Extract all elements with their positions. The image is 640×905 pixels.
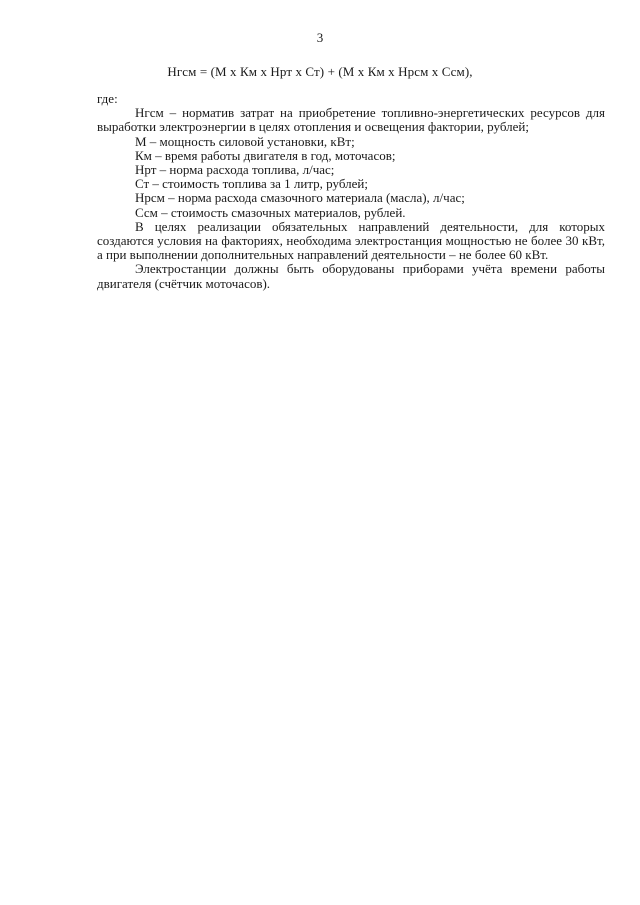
definition-nrt: Нрт – норма расхода топлива, л/час; <box>135 162 335 178</box>
document-body <box>97 92 605 291</box>
definition-nrsm: Нрсм – норма расхода смазочного материала (масла), л/час; <box>135 190 465 206</box>
formula-intro: где: <box>97 91 118 106</box>
page-number: 3 <box>316 30 324 45</box>
definition-km: Км – время работы двигателя в год, моточасов; <box>135 147 396 163</box>
cost-formula: Нгсм = (М x Км x Нрт x Ст) + (М x Км x Нрсм x Ссм), <box>167 64 473 79</box>
definition-m: М – мощность силовой установки, кВт; <box>135 133 355 149</box>
paragraph-metering-requirement: Электростанции должны быть оборудованы приборами учёта времени работы двигателя (счётчик моточасов). <box>97 261 605 291</box>
definition-ngsm: Нгсм – норматив затрат на приобретение топливно-энергетических ресурсов для выработки электроэнергии в целях отопления и освещения фактории, рублей; <box>97 105 605 135</box>
definition-ssm: Ссм – стоимость смазочных материалов, рублей. <box>135 204 406 220</box>
definition-st: Ст – стоимость топлива за 1 литр, рублей; <box>135 176 368 192</box>
paragraph-power-requirement: В целях реализации обязательных направлений деятельности, для которых создаются условия на факториях, необходима электростанция мощностью не более 30 кВт, а при выполнении дополнительных направлений деятельности – не более 60 кВт. <box>97 218 605 263</box>
